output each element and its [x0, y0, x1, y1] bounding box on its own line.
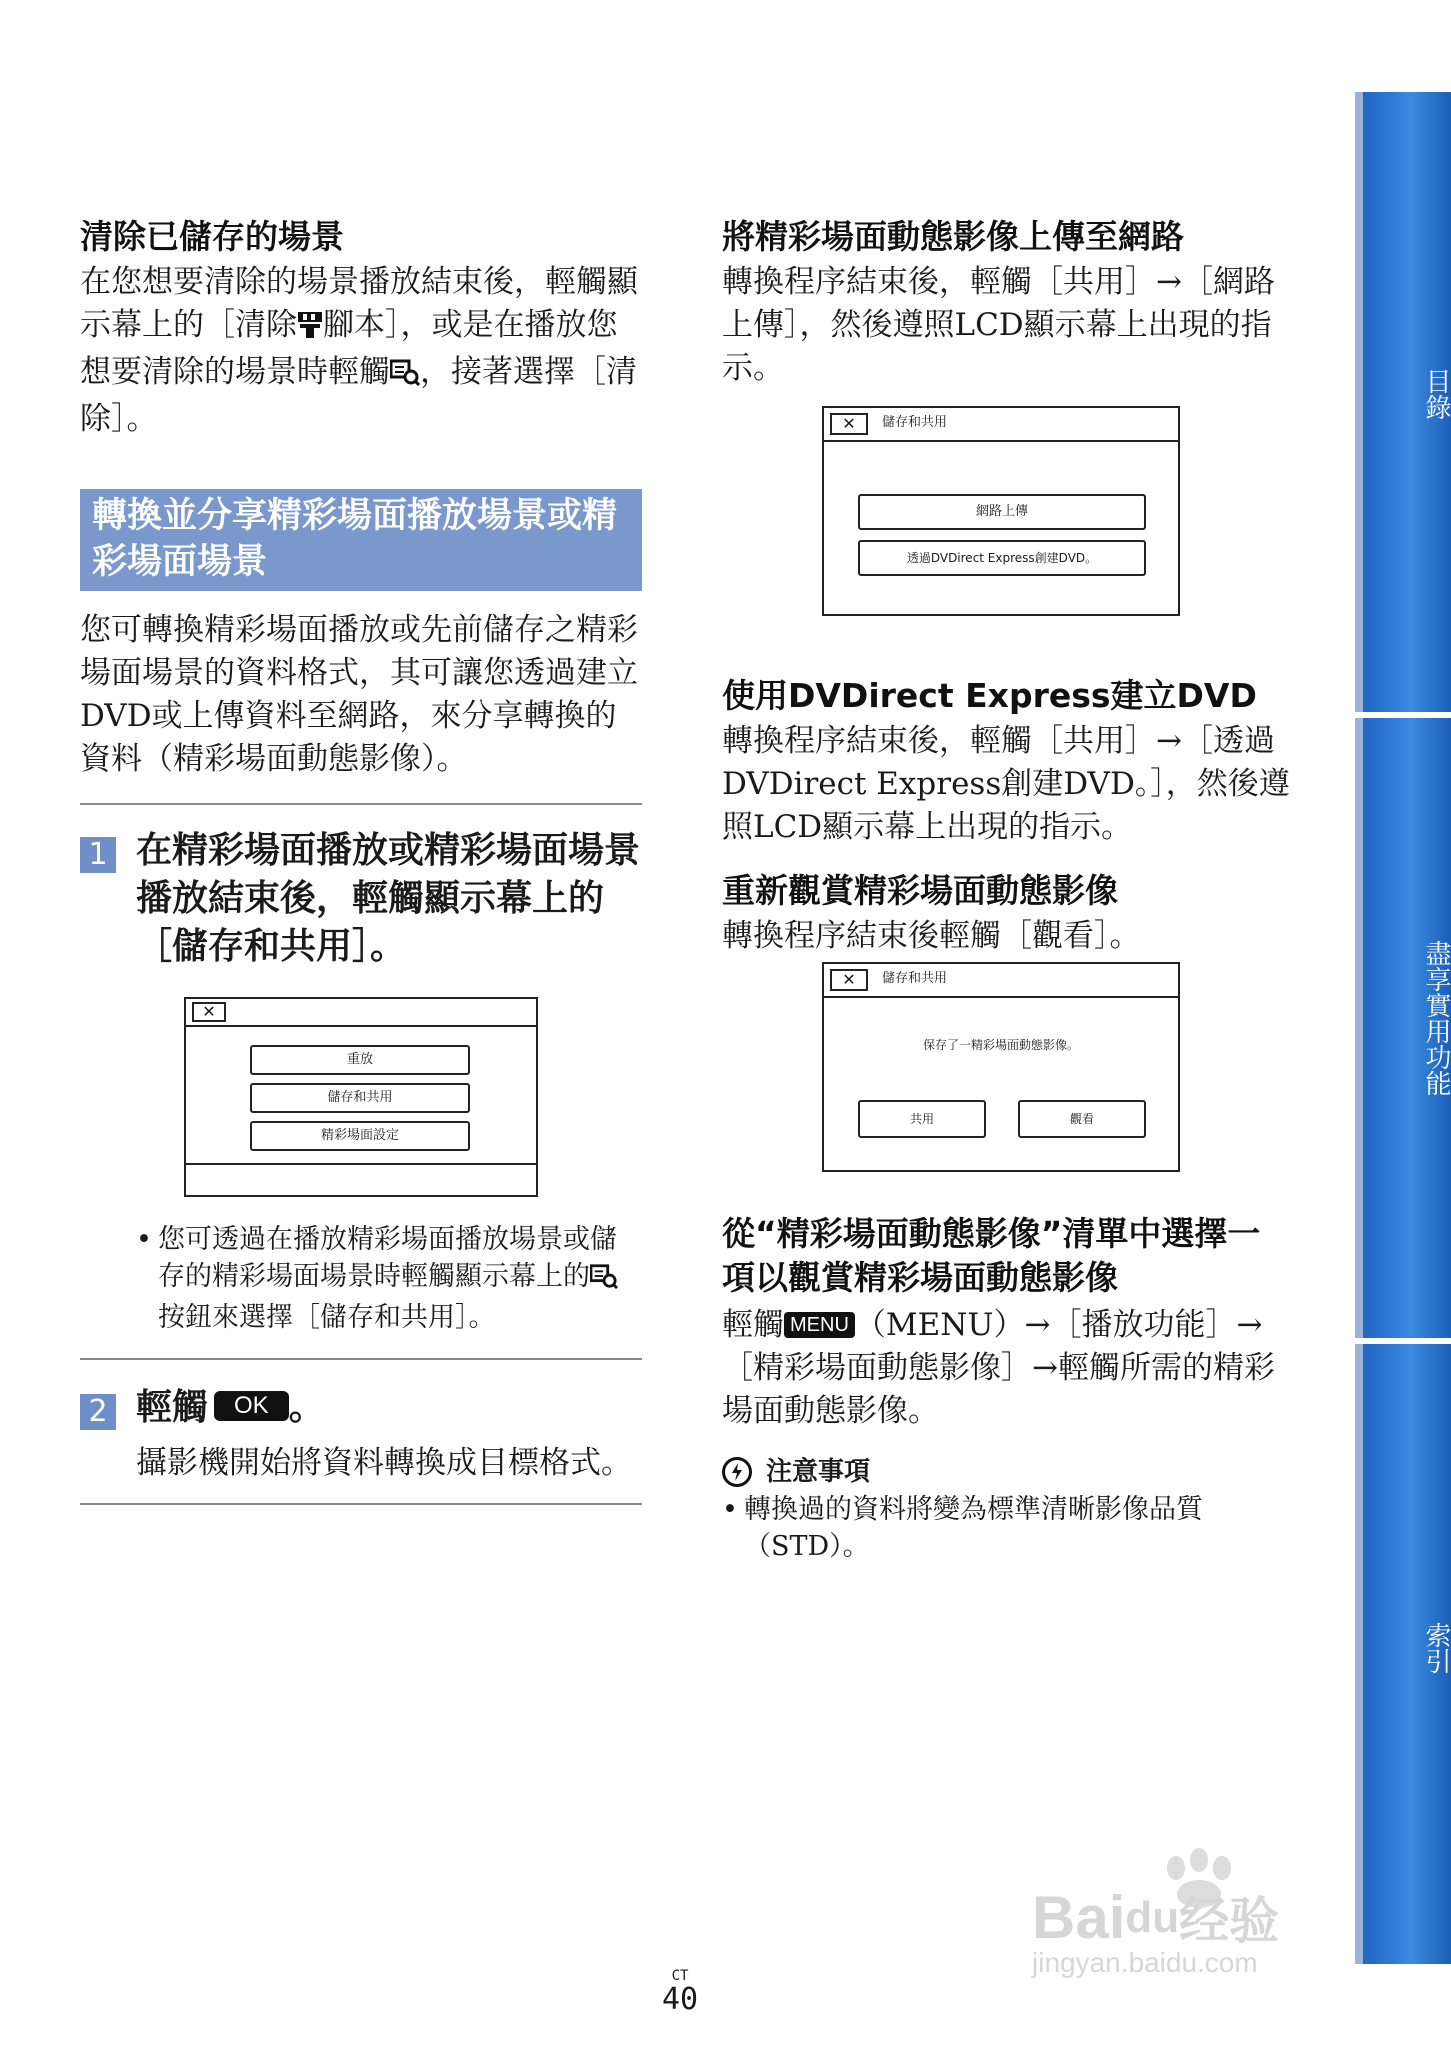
screen-3-title: 儲存和共用 — [882, 971, 948, 986]
saved-message: 保存了一精彩場面動態影像。 — [922, 1038, 1079, 1052]
screen-2-wrapper — [722, 390, 1292, 616]
section-title-list-select: 從“精彩場面動態影像”清單中選擇一項以觀賞精彩場面動態影像 — [722, 1214, 1261, 1297]
dvdirect-create-button[interactable]: 透過DVDirect Express創建DVD。 — [858, 540, 1146, 576]
baidu-url: jingyan.baidu.com — [1032, 1947, 1258, 1978]
section-title-clear-scenes: 清除已儲存的場景 — [80, 217, 344, 256]
tab-shadow — [1355, 92, 1363, 712]
divider — [80, 1503, 642, 1505]
step-2-body: 攝影機開始將資料轉換成目標格式。 — [136, 1445, 632, 1481]
web-upload-button[interactable]: 網路上傳 — [858, 494, 1146, 530]
close-icon[interactable]: ✕ — [830, 413, 868, 435]
screen-2 — [822, 406, 1180, 616]
caution-heading: 注意事項 — [722, 1455, 1292, 1489]
divider — [80, 803, 642, 805]
convert-share-section-band: 轉換並分享精彩場面播放場景或精彩場面場景 — [80, 489, 642, 591]
caution-item: • 轉換過的資料將變為標準清晰影像品質（STD）。 — [722, 1491, 1292, 1565]
screen-2-title: 儲存和共用 — [882, 415, 948, 430]
page-number-value: 40 — [661, 1982, 699, 2017]
step-2 — [80, 1384, 642, 1432]
tab-contents[interactable] — [1363, 92, 1451, 712]
screen-1 — [184, 997, 538, 1197]
close-icon[interactable]: ✕ — [830, 969, 868, 991]
screen-2-titlebar — [824, 408, 1178, 442]
step-1 — [80, 827, 642, 971]
screen-1-wrapper — [80, 971, 642, 1191]
screen-3 — [822, 962, 1180, 1172]
baidu-brand-text: Baidu经验 — [1032, 1884, 1280, 1951]
tab-index-label: 索引 — [1421, 1622, 1451, 1674]
highlight-settings-button[interactable]: 精彩場面設定 — [250, 1121, 470, 1151]
scissors-script-icon — [297, 308, 323, 351]
menu-button[interactable]: MENU — [784, 1312, 855, 1338]
screen-3-wrapper — [722, 958, 1292, 1170]
save-share-button[interactable]: 儲存和共用 — [250, 1083, 470, 1113]
step-1-note: • 您可透過在播放精彩場面播放場景或儲存的精彩場面場景時輕觸顯示幕上的 按鈕來選擇［儲存和共用］。 — [80, 1221, 642, 1336]
page-lang-code: CT — [671, 1968, 689, 1984]
ok-button[interactable]: OK — [214, 1391, 289, 1421]
share-button[interactable]: 共用 — [858, 1100, 986, 1138]
watch-button[interactable]: 觀看 — [1018, 1100, 1146, 1138]
upload-body: 轉換程序結束後，輕觸［共用］→［網路上傳］，然後遵照LCD顯示幕上出現的指示。 — [722, 264, 1275, 386]
close-icon[interactable]: ✕ — [192, 1002, 226, 1022]
screen-1-titlebar — [186, 999, 536, 1027]
left-column — [80, 215, 642, 1505]
replay-button[interactable]: 重放 — [250, 1045, 470, 1075]
tab-index[interactable] — [1363, 1344, 1451, 1964]
clear-scenes-body: 在您想要清除的場景播放結束後，輕觸顯示幕上的［清除 腳本］，或是在播放您想要清除的場景時輕觸 ，接著選擇［清除］。 — [80, 264, 638, 437]
step-2-text: 輕觸 OK 。 — [136, 1387, 325, 1428]
bullet-dot: • — [136, 1224, 152, 1255]
convert-intro-text: 您可轉換精彩場面播放或先前儲存之精彩場面場景的資料格式，其可讓您透過建立DVD或上傳資料至網路，來分享轉換的資料（精彩場面動態影像）。 — [80, 612, 638, 777]
page-number — [660, 1968, 700, 2016]
dvdirect-body: 轉換程序結束後，輕觸［共用］→［透過DVDirect Express創建DVD。］，然後遵照LCD顯示幕上出現的指示。 — [722, 723, 1290, 845]
rewatch-body: 轉換程序結束後輕觸［觀看］。 — [722, 918, 1141, 954]
tab-useful-functions[interactable] — [1363, 718, 1451, 1338]
section-title-rewatch: 重新觀賞精彩場面動態影像 — [722, 871, 1118, 910]
divider — [80, 1358, 642, 1360]
step-1-number: 1 — [80, 837, 116, 873]
caution-icon — [722, 1457, 752, 1487]
tab-contents-label: 目錄 — [1421, 368, 1451, 420]
section-title-dvdirect: 使用DVDirect Express建立DVD — [722, 676, 1257, 715]
step-1-text: 在精彩場面播放或精彩場面場景播放結束後，輕觸顯示幕上的［儲存和共用］。 — [136, 830, 641, 967]
screen-3-titlebar — [824, 964, 1178, 998]
tab-useful-functions-label: 盡享實用功能 — [1421, 940, 1451, 1096]
list-select-body: 輕觸 MENU （MENU）→［播放功能］→［精彩場面動態影像］→輕觸所需的精彩場面動態影像。 — [722, 1307, 1275, 1429]
baidu-watermark — [1032, 1848, 1372, 1978]
section-title-upload: 將精彩場面動態影像上傳至網路 — [722, 217, 1184, 256]
scene-select-icon — [590, 1262, 618, 1299]
tab-shadow — [1355, 718, 1363, 1338]
screen-1-bottom-line — [186, 1163, 536, 1165]
step-2-number: 2 — [80, 1394, 116, 1430]
scene-select-icon — [390, 355, 420, 398]
bullet-dot: • — [722, 1494, 738, 1525]
right-column — [722, 215, 1292, 1565]
